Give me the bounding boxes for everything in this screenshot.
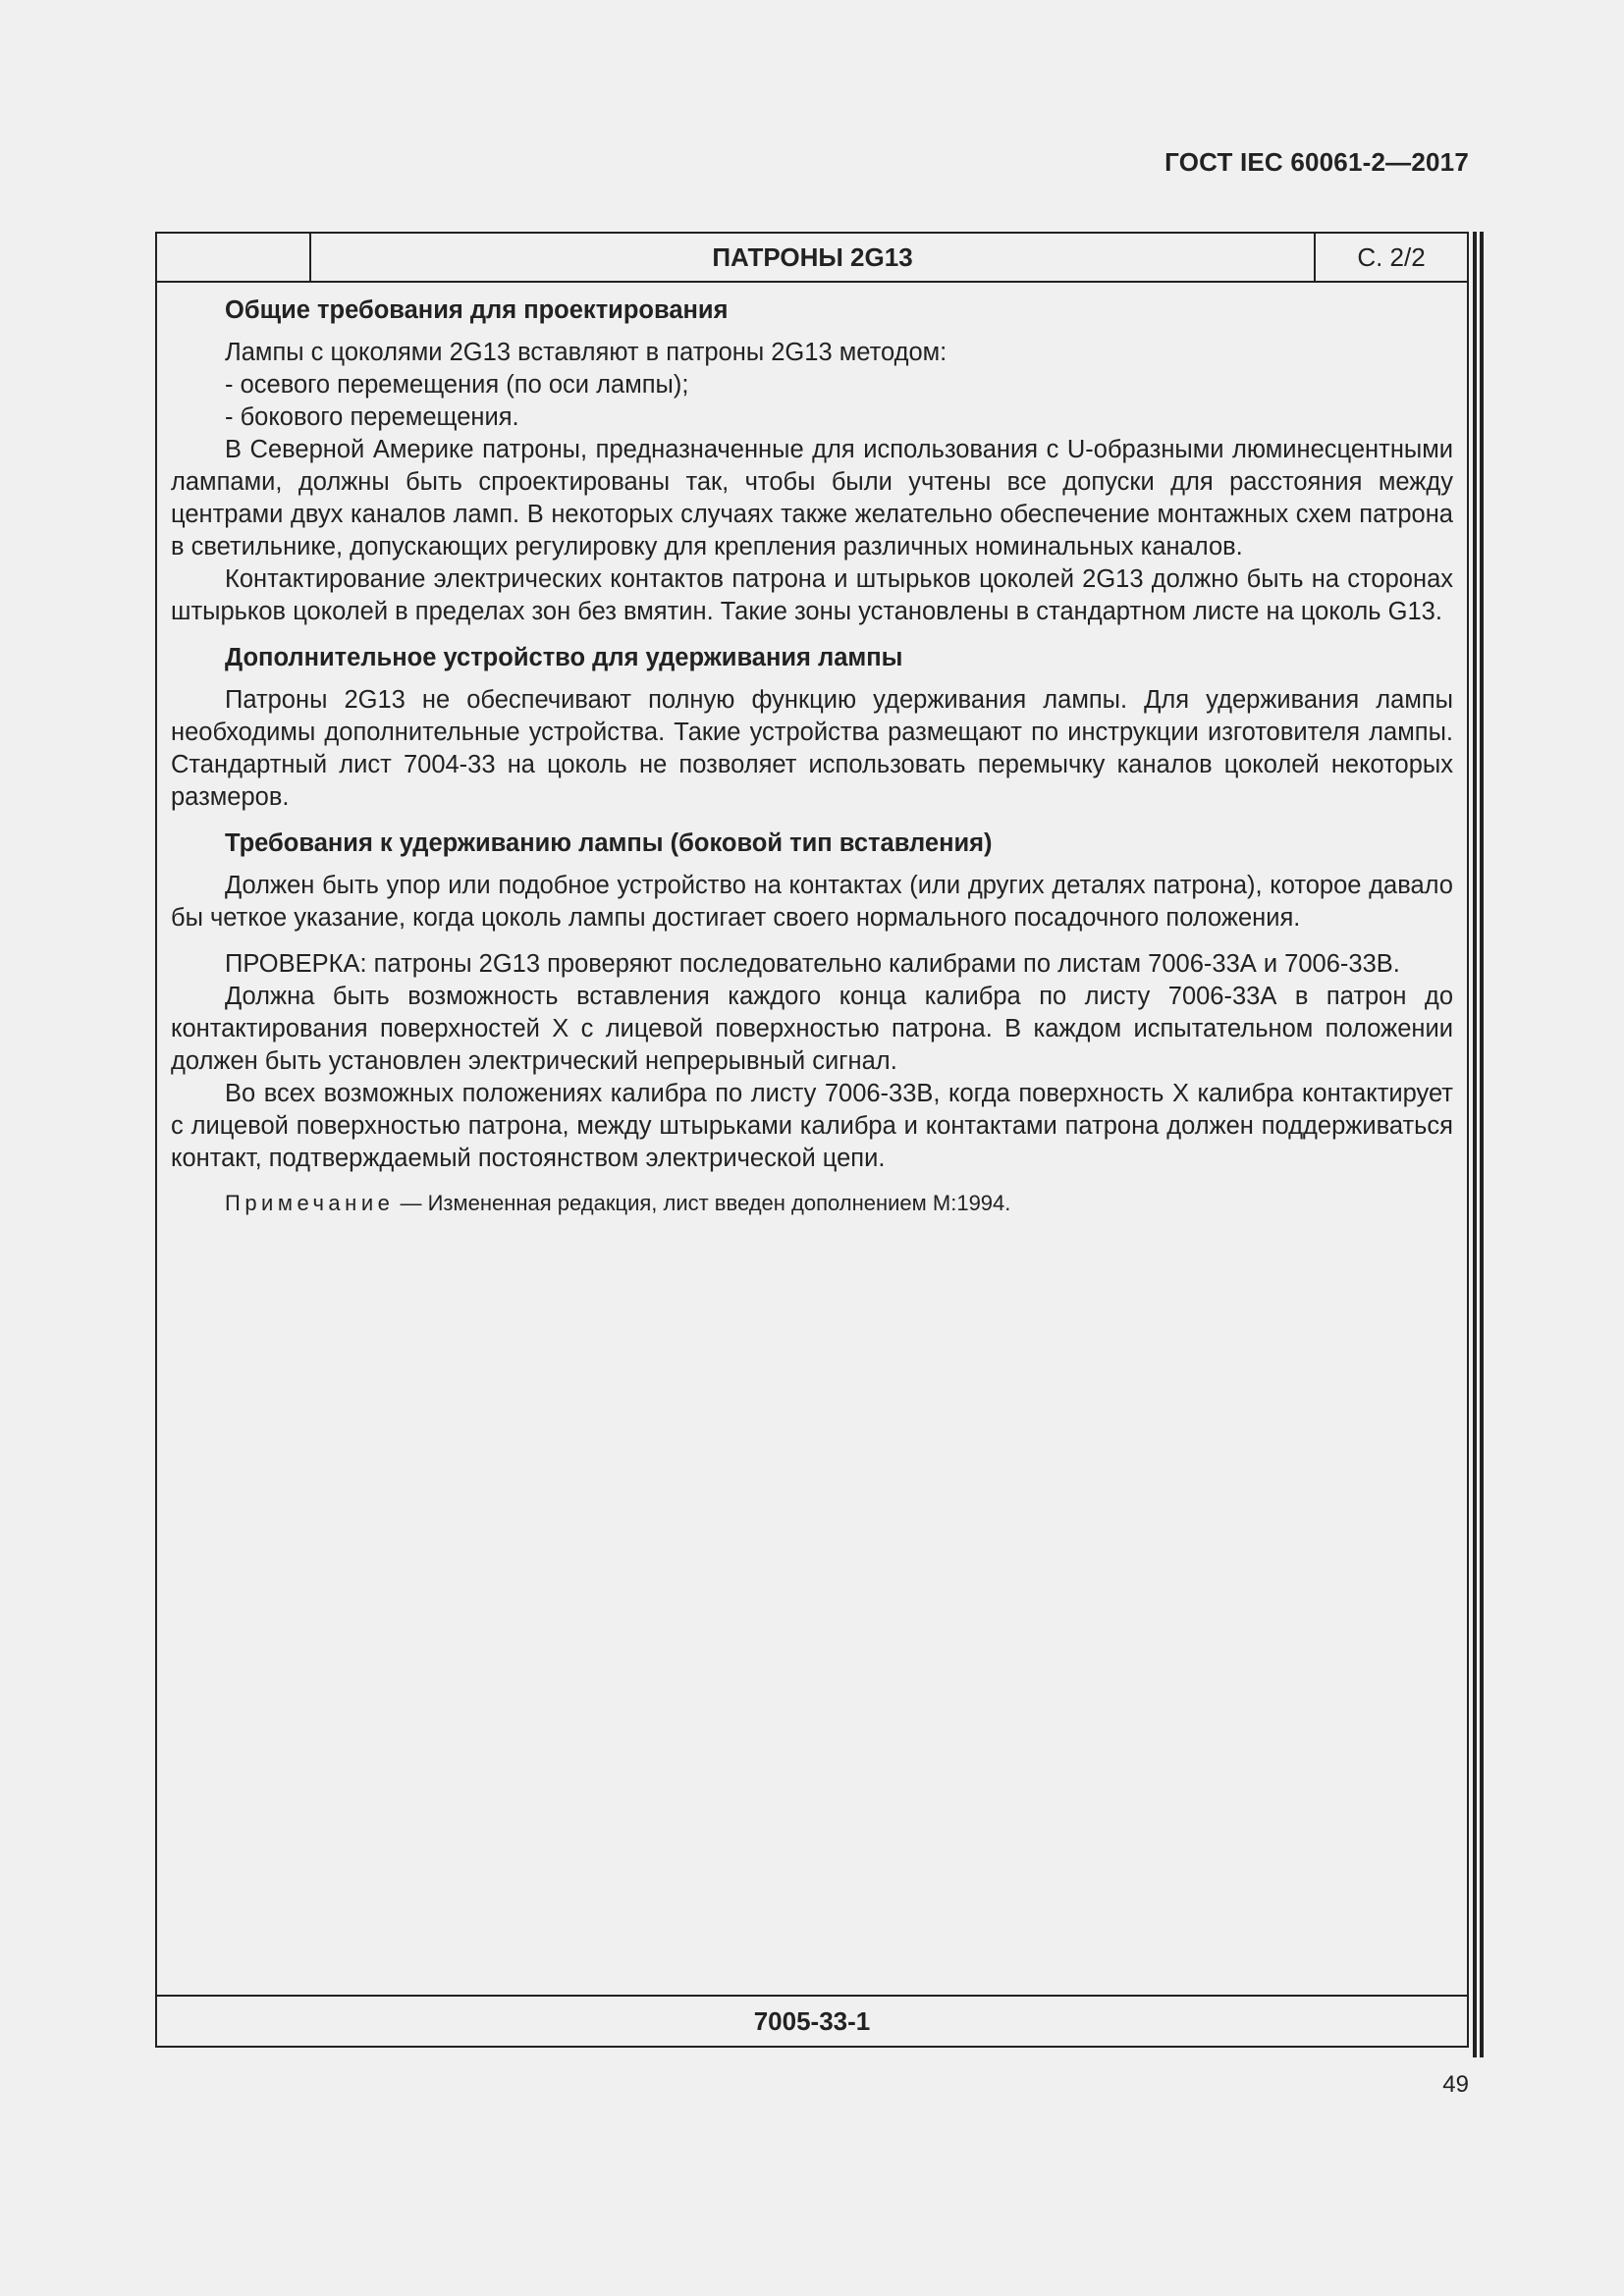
- sheet-title-row: [157, 234, 1467, 283]
- sheet-number: 7005-33-1: [157, 1995, 1467, 2046]
- sheet-title: ПАТРОНЫ 2G13: [311, 234, 1316, 281]
- note-label: Примечание: [225, 1191, 395, 1215]
- paragraph: ПРОВЕРКА: патроны 2G13 проверяют последовательно калибрами по листам 7006-33А и 7006-33В.: [225, 950, 1400, 978]
- paragraph: Должна быть возможность вставления каждого конца калибра по листу 7006-33А в патрон до контактирования поверхностей X с лицевой поверхностью патрона. В каждом испытательном положении должен быть установлен электрический непрерывный сигнал.: [171, 983, 1453, 1075]
- standard-sheet: [155, 232, 1469, 2048]
- sheet-page-ref: С. 2/2: [1357, 241, 1426, 272]
- standard-designation: ГОСТ IEC 60061-2—2017: [1164, 147, 1469, 177]
- paragraph: Должен быть упор или подобное устройство на контактах (или других деталях патрона), которое давало бы четкое указание, когда цоколь лампы достигает своего нормального посадочного положения.: [171, 872, 1453, 932]
- paragraph: Во всех возможных положениях калибра по листу 7006-33В, когда поверхность X калибра контактирует с лицевой поверхностью патрона, между штырьками калибра и контактами патрона должен поддерживаться контакт, подтверждаемый постоянством электрической цепи.: [171, 1080, 1453, 1172]
- note: [171, 1187, 1453, 1219]
- sheet-edge-line: [1480, 232, 1484, 2057]
- section-heading: Требования к удерживанию лампы (боковой тип вставления): [225, 829, 993, 857]
- list-item: - бокового перемещения.: [225, 403, 519, 431]
- title-blank-cell: [157, 234, 311, 281]
- section-heading: Дополнительное устройство для удерживания лампы: [225, 644, 903, 671]
- paragraph: Контактирование электрических контактов патрона и штырьков цоколей 2G13 должно быть на сторонах штырьков цоколей в пределах зон без вмятин. Такие зоны установлены в стандартном листе на цоколь G13.: [171, 565, 1453, 625]
- section-heading: Общие требования для проектирования: [225, 296, 729, 324]
- list-item: - осевого перемещения (по оси лампы);: [225, 371, 689, 399]
- paragraph: В Северной Америке патроны, предназначенные для использования с U-образными люминесцентными лампами, должны быть спроектированы так, чтобы были учтены все допуски для расстояния между центрами двух каналов ламп. В некоторых случаях также желательно обеспечение монтажных схем патрона в светильнике, допускающих регулировку для крепления различных номинальных каналов.: [171, 436, 1453, 561]
- paragraph: Лампы с цоколями 2G13 вставляют в патроны 2G13 методом:: [225, 339, 947, 366]
- sheet-edge-line: [1473, 232, 1477, 2057]
- page-number: 49: [1442, 2071, 1469, 2098]
- note-text: — Измененная редакция, лист введен дополнением М:1994.: [400, 1191, 1011, 1215]
- paragraph: Патроны 2G13 не обеспечивают полную функцию удерживания лампы. Для удерживания лампы необходимы дополнительные устройства. Такие устройства размещают по инструкции изготовителя лампы. Стандартный лист 7004-33 на цоколь не позволяет использовать перемычку каналов цоколей некоторых размеров.: [171, 686, 1453, 811]
- sheet-content: [171, 294, 1453, 1219]
